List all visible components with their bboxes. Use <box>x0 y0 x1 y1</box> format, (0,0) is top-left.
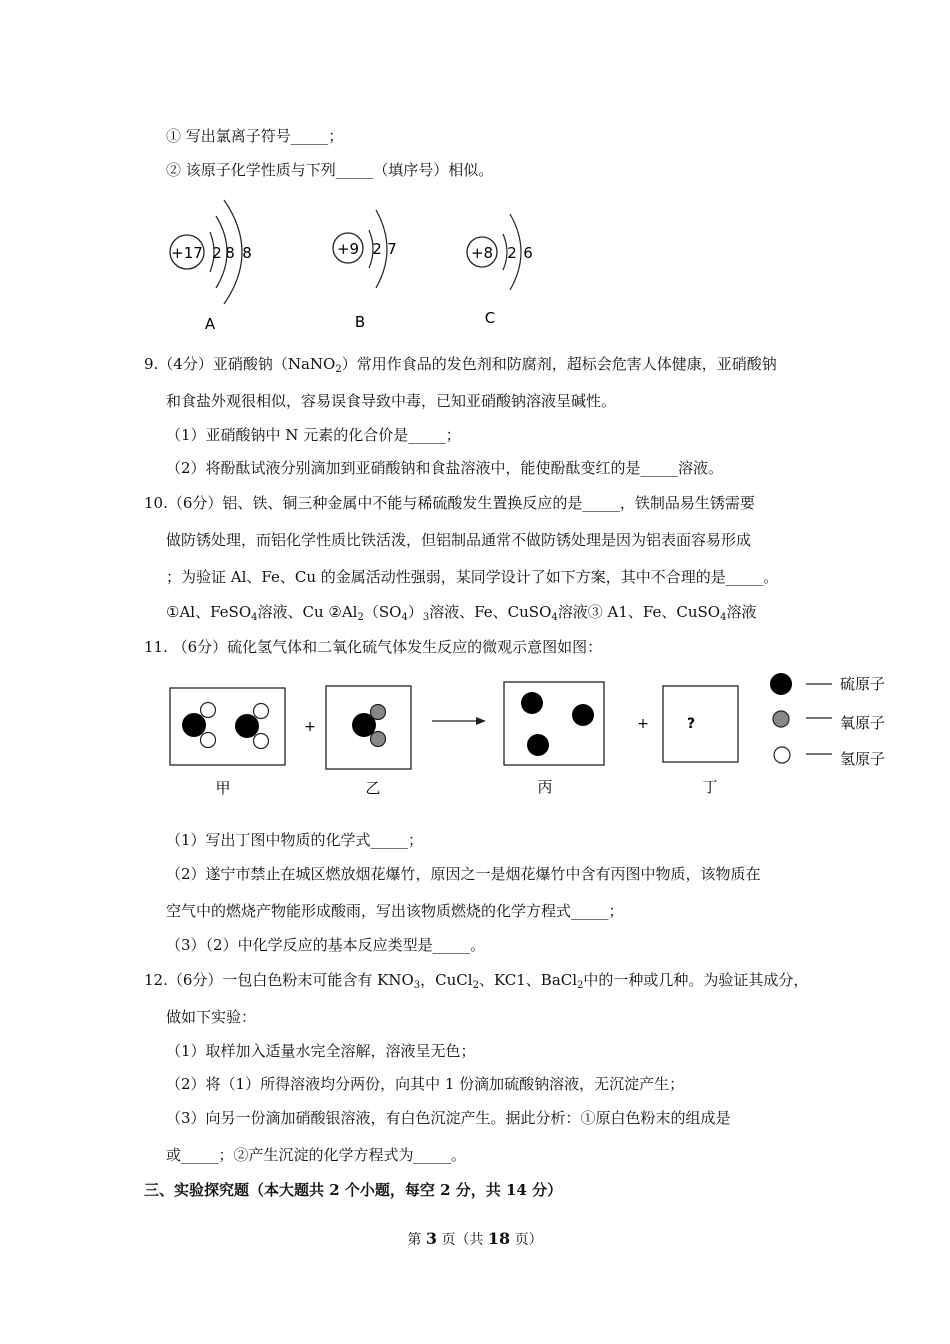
atom-c <box>467 214 533 327</box>
q9-line2: 和食盐外观很相似，容易误食导致中毒，已知亚硝酸钠溶液呈碱性。 <box>166 392 617 410</box>
page-footer: 第 3 页（共 18 页） <box>407 1229 543 1248</box>
q12-step4: 或_____；②产生沉淀的化学方程式为_____。 <box>166 1146 467 1164</box>
atom-c-label: C <box>484 309 496 327</box>
q12-line1: 12.（6分）一包白色粉末可能含有 $KNO_3$，CuCl$_2$、KC1、BaCl$_2$中的一种或几种。为验证其成分， <box>144 971 809 991</box>
atom-b-nucleus: +9 <box>336 240 360 258</box>
q10-line2: 做防锈处理，而铝化学性质比铁活泼，但铝制品通常不做防锈处理是因为铝表面容易形成 <box>166 531 752 549</box>
atom-b-shell-1: 2 <box>372 240 382 258</box>
page-number: 3 <box>425 1229 437 1248</box>
q10-line3: ；为验证 Al、Fe、Cu 的金属活动性强弱，某同学设计了如下方案，其中不合理的是_____。 <box>166 568 779 586</box>
q11-part2-b: 空气中的燃烧产物能形成酸雨，写出该物质燃烧的化学方程式_____； <box>166 902 624 920</box>
label-bing: 丙 <box>537 778 553 796</box>
q12-line2: 做如下实验： <box>166 1008 257 1026</box>
label-ding: 丁 <box>702 778 718 796</box>
atom-c-shell-1: 2 <box>507 244 517 262</box>
atom-a-shell-2: 8 <box>225 244 235 262</box>
q11-part3: （3）（2）中化学反应的基本反应类型是_____。 <box>166 936 486 954</box>
label-yi: 乙 <box>365 779 381 797</box>
atom-c-shell-2: 6 <box>523 244 533 262</box>
label-jia: 甲 <box>215 779 231 797</box>
q8-item1: ① 写出氯离子符号_____； <box>166 127 344 145</box>
question-mark: ? <box>686 716 696 732</box>
atom-b-label: B <box>354 313 366 331</box>
plus-1: + <box>304 719 316 735</box>
q8-item2: ② 该原子化学性质与下列_____（填序号）相似。 <box>166 161 494 179</box>
q10-line1: 10.（6分）铝、铁、铜三种金属中不能与稀硫酸发生置换反应的是_____，铁制品易生锈需要 <box>144 494 755 512</box>
reaction-micro-diagram <box>160 668 900 812</box>
atom-a-nucleus: +17 <box>171 244 203 262</box>
atom-a-label: A <box>204 315 216 333</box>
total-pages: 18 <box>487 1229 511 1248</box>
plus-2: + <box>637 716 649 732</box>
q11-part1: （1）写出丁图中物质的化学式_____； <box>166 831 424 849</box>
atom-a-shell-3: 8 <box>242 244 252 262</box>
atom-b-shell-2: 7 <box>387 240 397 258</box>
atom-a-shell-1: 2 <box>212 244 222 262</box>
q12-step3: （3）向另一份滴加硝酸银溶液，有白色沉淀产生。据此分析：①原白色粉末的组成是 <box>166 1109 731 1127</box>
atom-a <box>170 200 252 333</box>
q11-line1: 11. （6分）硫化氢气体和二氧化硫气体发生反应的微观示意图如图： <box>144 638 603 656</box>
atom-structure-figure <box>160 192 580 346</box>
box-ding <box>663 686 738 762</box>
section-3-heading: 三、实验探究题（本大题共 2 个小题，每空 2 分，共 14 分） <box>144 1181 563 1199</box>
legend-hydrogen: 氢原子 <box>840 750 886 768</box>
q9-part2: （2）将酚酞试液分别滴加到亚硝酸钠和食盐溶液中，能使酚酞变红的是_____溶液。 <box>166 459 724 477</box>
q12-step2: （2）将（1）所得溶液均分两份，向其中 1 份滴加硫酸钠溶液，无沉淀产生； <box>166 1075 685 1093</box>
q11-part2-a: （2）遂宁市禁止在城区燃放烟花爆竹，原因之一是烟花爆竹中含有丙图中物质，该物质在 <box>166 865 761 883</box>
atom-b <box>333 210 397 331</box>
q9-part1: （1）亚硝酸钠中 N 元素的化合价是_____； <box>166 426 461 444</box>
legend-oxygen: 氧原子 <box>840 714 886 732</box>
q10-options: ①Al、FeSO$_4$溶液、Cu $②Al_2(SO_4)_3$溶液、Fe、CuSO$_4$溶液③ A1、Fe、CuSO$_4$溶液 <box>166 603 757 623</box>
legend-sulfur: 硫原子 <box>840 675 886 693</box>
q9-line1: 9.（4分）亚硝酸钠（NaNO$_2$）常用作食品的发色剂和防腐剂，超标会危害人体健康，亚硝酸钠 <box>144 355 777 375</box>
q12-step1: （1）取样加入适量水完全溶解，溶液呈无色； <box>166 1042 476 1060</box>
atom-c-nucleus: +8 <box>470 244 494 262</box>
